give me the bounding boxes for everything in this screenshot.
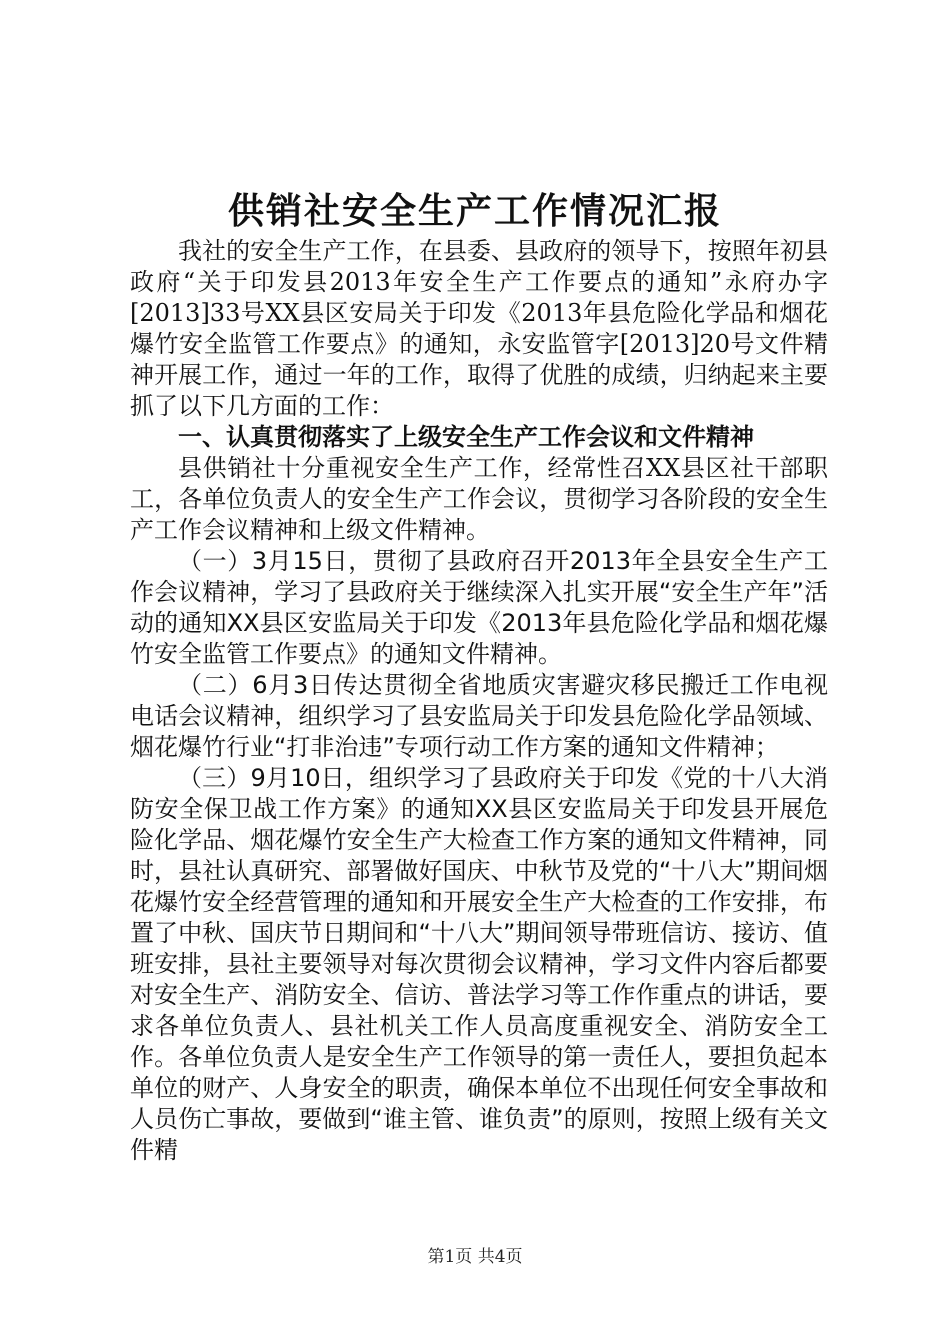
paragraph-item-1: （一）3月15日，贯彻了县政府召开2013年全县安全生产工作会议精神，学习了县政府关于继续深入扎实开展“安全生产年”活动的通知XX县区安监局关于印发《2013年县危险化学品和烟花爆竹安全监管工作要点》的通知文件精神。 — [130, 547, 828, 668]
document-body — [130, 236, 828, 1166]
document-title: 供销社安全生产工作情况汇报 — [227, 191, 722, 232]
section-heading-1: 一、认真贯彻落实了上级安全生产工作会议和文件精神 — [178, 423, 754, 451]
page-number-footer: 第1页 共4页 — [427, 1247, 523, 1267]
paragraph-item-3: （三）9月10日，组织学习了县政府关于印发《党的十八大消防安全保卫战工作方案》的通知XX县区安监局关于印发县开展危险化学品、烟花爆竹安全生产大检查工作方案的通知文件精神，同时，县社认真研究、部署做好国庆、中秋节及党的“十八大”期间烟花爆竹安全经营管理的通知和开展安全生产大检查的工作安排，布置了中秋、国庆节日期间和“十八大”期间领导带班信访、接访、值班安排，县社主要领导对每次贯彻会议精神，学习文件内容后都要对安全生产、消防安全、信访、普法学习等工作作重点的讲话，要求各单位负责人、县社机关工作人员高度重视安全、消防安全工作。各单位负责人是安全生产工作领导的第一责任人，要担负起本单位的财产、人身安全的职责，确保本单位不出现任何安全事故和人员伤亡事故，要做到“谁主管、谁负责”的原则，按照上级有关文件精 — [130, 764, 828, 1164]
paragraph-item-2: （二）6月3日传达贯彻全省地质灾害避灾移民搬迁工作电视电话会议精神，组织学习了县安监局关于印发县危险化学品领域、烟花爆竹行业“打非治违”专项行动工作方案的通知文件精神； — [130, 671, 828, 761]
paragraph-section-1: 县供销社十分重视安全生产工作，经常性召XX县区社干部职工，各单位负责人的安全生产工作会议，贯彻学习各阶段的安全生产工作会议精神和上级文件精神。 — [130, 454, 828, 544]
paragraph-intro: 我社的安全生产工作，在县委、县政府的领导下，按照年初县政府“关于印发县2013年安全生产工作要点的通知”永府办字[2013]33号XX县区安局关于印发《2013年县危险化学品和烟花爆竹安全监管工作要点》的通知，永安监管字[2013]20号文件精神开展工作，通过一年的工作，取得了优胜的成绩，归纳起来主要抓了以下几方面的工作： — [130, 237, 828, 420]
